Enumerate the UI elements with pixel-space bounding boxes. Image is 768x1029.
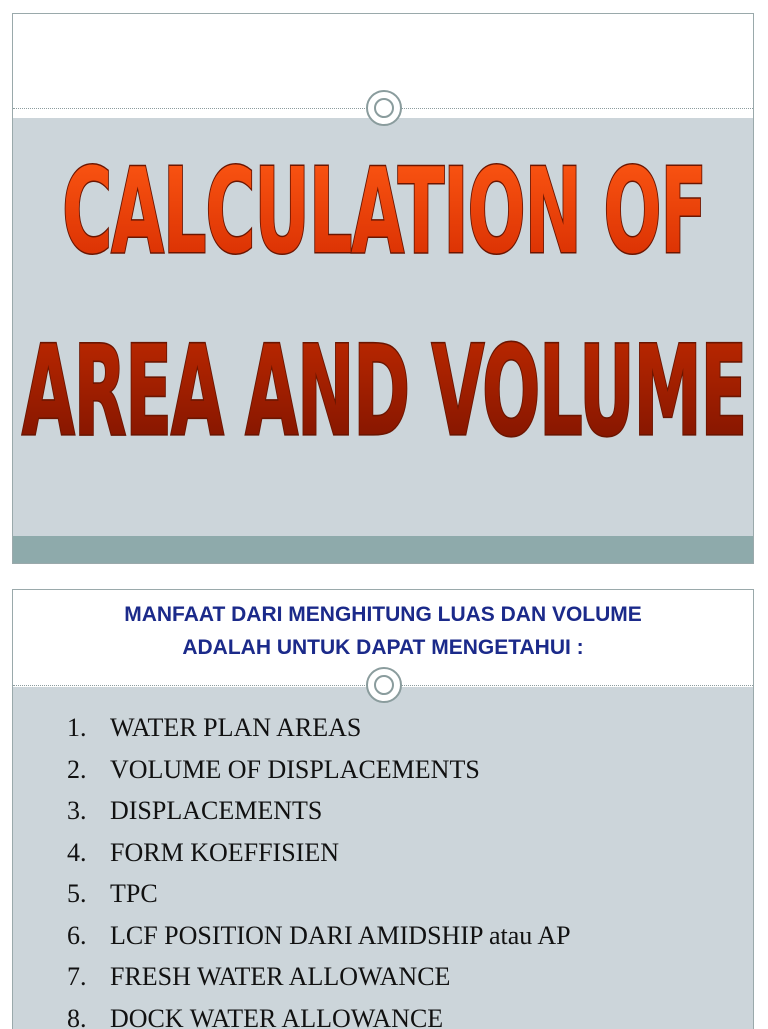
title-line-2: AREA AND VOLUME xyxy=(22,319,746,464)
benefit-list xyxy=(67,707,571,1029)
title-line-1: CALCULATION OF xyxy=(62,142,706,280)
heading-line-1: MANFAAT DARI MENGHITUNG LUAS DAN VOLUME xyxy=(124,603,642,626)
list-item: 7. FRESH WATER ALLOWANCE xyxy=(67,956,571,998)
ring-ornament-icon xyxy=(366,667,402,703)
list-item: 1. WATER PLAN AREAS xyxy=(67,707,571,749)
list-item: 4. FORM KOEFFISIEN xyxy=(67,832,571,874)
footer-band xyxy=(13,536,753,563)
slide-heading xyxy=(13,598,753,664)
slide-title xyxy=(12,13,754,564)
list-item: 3. DISPLACEMENTS xyxy=(67,790,571,832)
list-item: 2. VOLUME OF DISPLACEMENTS xyxy=(67,749,571,791)
list-item: 6. LCF POSITION DARI AMIDSHIP atau AP xyxy=(67,915,571,957)
wordart-title xyxy=(13,14,754,564)
list-item: 8. DOCK WATER ALLOWANCE xyxy=(67,998,571,1029)
slide-list xyxy=(12,589,754,1029)
list-item: 5. TPC xyxy=(67,873,571,915)
heading-line-2: ADALAH UNTUK DAPAT MENGETAHUI : xyxy=(182,636,583,659)
